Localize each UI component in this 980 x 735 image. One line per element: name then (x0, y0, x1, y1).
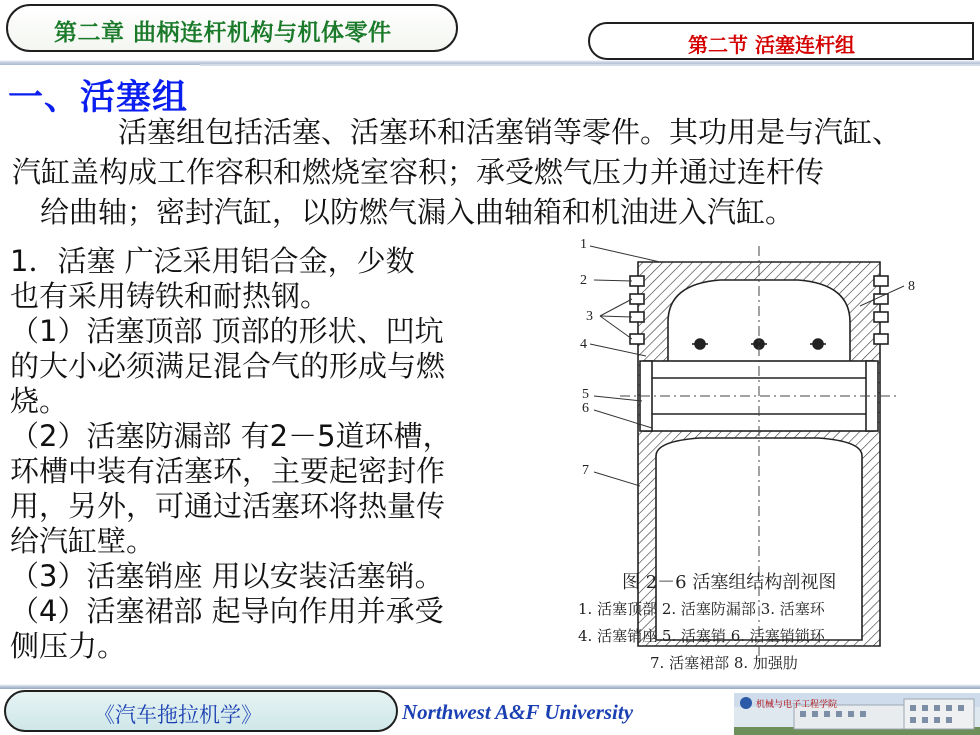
figure-caption-line: 4. 活塞销座 5. 活塞销 6. 活塞销锁环 (578, 627, 825, 645)
body-line: 烧。 (10, 384, 69, 418)
piston-description (10, 244, 530, 664)
chapter-banner (6, 4, 458, 52)
body-line: 环槽中装有活塞环，主要起密封作 (10, 454, 446, 488)
university-name: Northwest A&F University (402, 700, 634, 724)
figure-caption-title: 图 2－6 活塞组结构剖视图 (622, 572, 837, 593)
body-line: （3）活塞销座 用以安装活塞销。 (10, 559, 444, 593)
callout-5: 5 (582, 387, 589, 402)
body-line: （1）活塞顶部 顶部的形状、凹坑 (10, 314, 444, 348)
body-line: （2）活塞防漏部 有2－5道环槽， (10, 419, 452, 453)
section-heading: 一、活塞组 (8, 78, 189, 118)
callout-4: 4 (580, 337, 587, 352)
campus-building-image (734, 693, 980, 735)
course-banner (4, 690, 398, 732)
intro-paragraph (12, 112, 970, 232)
callout-3: 3 (586, 309, 593, 324)
callout-7: 7 (582, 463, 589, 478)
photo-sign: 机械与电子工程学院 (756, 700, 838, 710)
callout-1: 1 (580, 237, 587, 252)
section-label: 第二节 活塞连杆组 (688, 33, 855, 57)
figure-caption-line: 1. 活塞顶部 2. 活塞防漏部 3. 活塞环 (578, 600, 825, 618)
body-line: 1．活塞 广泛采用铝合金，少数 (10, 244, 415, 278)
body-line: 的大小必须满足混合气的形成与燃 (10, 349, 446, 383)
intro-line: 活塞组包括活塞、活塞环和活塞销等零件。其功用是与汽缸、 (118, 115, 902, 149)
chapter-title: 第二章 曲柄连杆机构与机体零件 (54, 20, 392, 46)
body-line: （4）活塞裙部 起导向作用并承受 (10, 594, 444, 628)
figure-caption-line: 7. 活塞裙部 8. 加强肋 (650, 654, 798, 672)
body-line: 给汽缸壁。 (10, 524, 156, 558)
course-title: 《汽车拖拉机学》 (94, 703, 262, 727)
footer-divider (0, 684, 980, 689)
body-line: 用，另外，可通过活塞环将热量传 (10, 489, 446, 523)
callout-2: 2 (580, 273, 587, 288)
callout-6: 6 (582, 401, 589, 416)
section-banner (588, 22, 974, 60)
intro-line: 汽缸盖构成工作容积和燃烧室容积；承受燃气压力并通过连杆传 (12, 155, 825, 189)
body-line: 也有采用铸铁和耐热钢。 (10, 279, 330, 313)
body-line: 侧压力。 (10, 629, 127, 663)
intro-line: 给曲轴；密封汽缸，以防燃气漏入曲轴箱和机油进入汽缸。 (40, 195, 795, 229)
header-divider-thin (200, 64, 980, 66)
callout-8: 8 (908, 279, 915, 294)
